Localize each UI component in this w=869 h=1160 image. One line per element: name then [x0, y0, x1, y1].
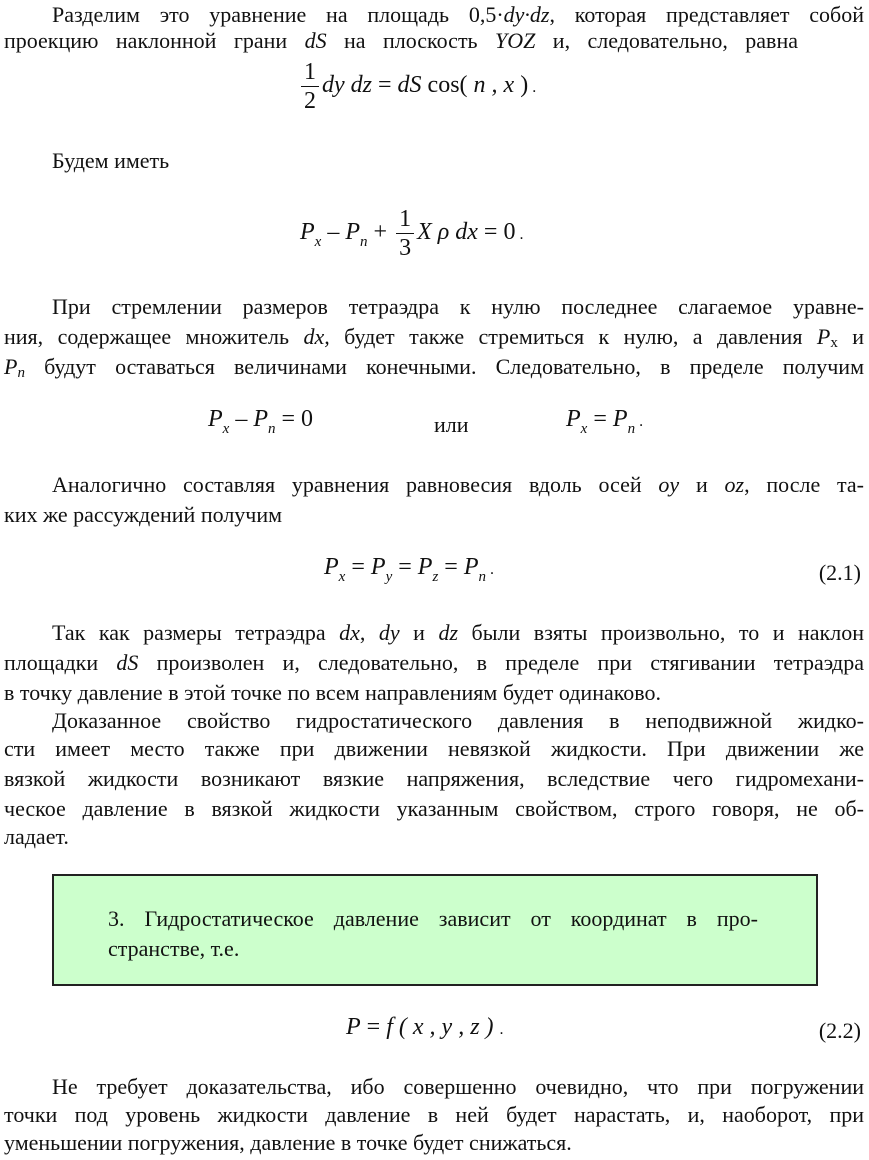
text-line: проекцию наклонной грани dS на плоскость YOZ и, следовательно, равна — [4, 28, 798, 53]
text-line: Так как размеры тетраэдра dx, dy и dz были взяты произвольно, то и наклон — [52, 620, 864, 645]
box-text-line: 3. Гидростатическое давление зависит от координат в про- — [108, 906, 758, 931]
text-line: точки под уровень жидкости давление в ней будет нарастать, и, наоборот, при — [4, 1102, 864, 1127]
equation-3-left: $P_x - P_n = 0$ — [208, 406, 314, 437]
or-label: или — [434, 412, 469, 437]
equation-4: $P_x = P_y = P_z = P_n$ . — [324, 554, 495, 585]
text-line: ладает. — [4, 824, 69, 849]
text-line: ния, содержащее множитель dx, будет также стремиться к нулю, а давления Px и — [4, 324, 864, 351]
text-line: площадки dS произволен и, следовательно, в пределе при стягивании тетраэдра — [4, 650, 864, 675]
text-line: ческое давление в вязкой жидкости указанным свойством, строго говоря, не об- — [4, 796, 864, 821]
text-line: вязкой жидкости возникают вязкие напряжения, вследствие чего гидромехани- — [4, 766, 864, 791]
equation-3-right: $P_x = P_n$ . — [566, 406, 644, 437]
text-line: в точку давление в этой точке по всем направлениям будет одинаково. — [4, 680, 662, 705]
equation-1: $\frac{1}{2}$ dy dz = dS cos( n , x ) . — [298, 58, 536, 115]
fraction: $\frac{1}{2}$ — [301, 58, 319, 115]
text-line: Доказанное свойство гидростатического давления в неподвижной жидко- — [52, 708, 864, 733]
equation-number: (2.1) — [818, 560, 861, 585]
box-text-line: странстве, т.е. — [108, 936, 240, 961]
text-line: Разделим это уравнение на площадь 0,5·dy·dz, которая представляет собой — [52, 2, 864, 27]
text-line: Аналогично составляя уравнения равновесия вдоль осей oy и oz, после та- — [52, 472, 864, 497]
text-line: Не требует доказательства, ибо совершенно очевидно, что при погружении — [52, 1074, 864, 1099]
text-line: Будем иметь — [52, 148, 170, 173]
text-line: сти имеет место также при движении невязкой жидкости. При движении же — [4, 736, 864, 761]
equation-number: (2.2) — [818, 1018, 861, 1043]
equation-2: $P_x - P_n$ + $\frac{1}{3}$ X ρ dx = 0 . — [300, 206, 524, 261]
fraction: $\frac{1}{3}$ — [396, 205, 414, 262]
equation-5: P = f ( x , y , z ) . — [346, 1014, 504, 1040]
text-line: При стремлении размеров тетраэдра к нулю последнее слагаемое уравне- — [52, 294, 864, 319]
text-line: уменьшении погружения, давление в точке будет снижаться. — [4, 1130, 572, 1155]
text-line: ких же рассуждений получим — [4, 502, 283, 527]
text-line: Pn будут оставаться величинами конечными. Следовательно, в пределе получим — [4, 354, 864, 381]
